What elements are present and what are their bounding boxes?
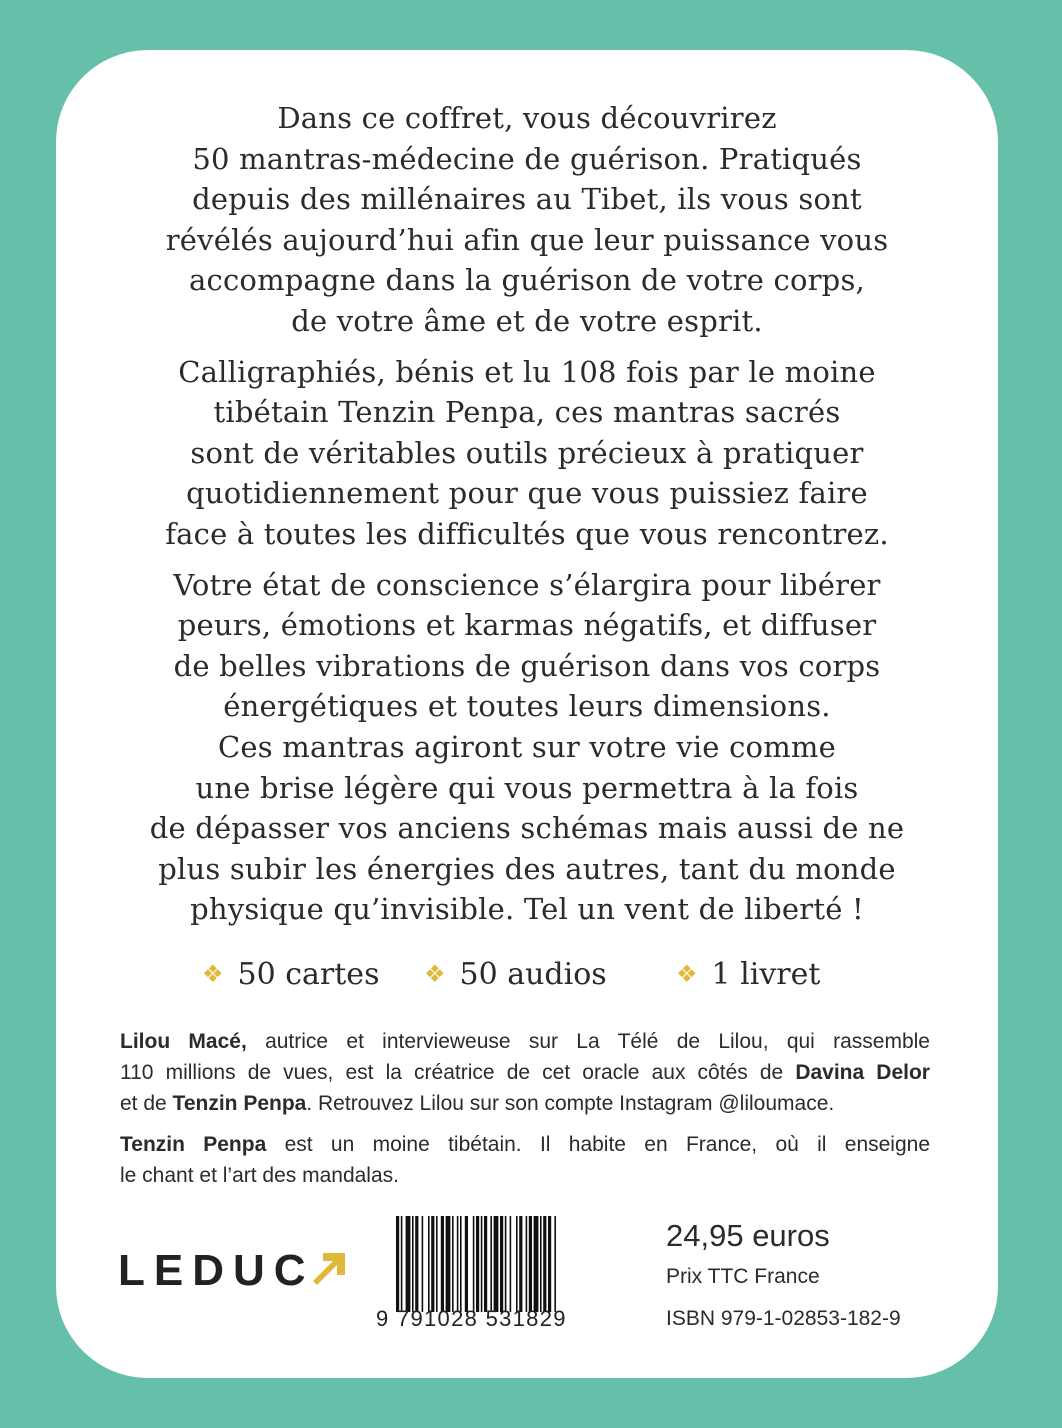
- text-line: révélés aujourd’hui afin que leur puissance vous: [165, 222, 889, 257]
- description: [56, 98, 998, 940]
- bio-text: . Retrouvez Lilou sur son compte Instagram @liloumace.: [306, 1092, 835, 1115]
- text-line: tibétain Tenzin Penpa, ces mantras sacrés: [213, 395, 841, 430]
- barcode-bar: [500, 1216, 503, 1312]
- text-line: de belles vibrations de guérison dans vos corps: [173, 648, 881, 683]
- feature-cards: [202, 952, 379, 997]
- text-line: physique qu’invisible. Tel un vent de liberté !: [190, 892, 864, 927]
- text-line: [120, 1129, 930, 1160]
- publisher-logo: [118, 1246, 351, 1298]
- text-line: plus subir les énergies des autres, tant du monde: [158, 851, 896, 886]
- feature-audios: [424, 952, 607, 997]
- barcode-digits: 9 791028 531829: [376, 1306, 567, 1331]
- barcode-bar: [431, 1216, 434, 1312]
- barcode-bar: [510, 1216, 512, 1312]
- text-line: énergétiques et toutes leurs dimensions.: [223, 689, 831, 724]
- barcode-bar: [428, 1216, 430, 1312]
- barcode-bar: [452, 1216, 454, 1312]
- author-bios: [120, 1026, 930, 1201]
- barcode-bar: [505, 1216, 507, 1312]
- barcode-bar: [446, 1216, 451, 1312]
- bio-tenzin: [120, 1129, 930, 1191]
- feature-label: 50 audios: [459, 957, 607, 992]
- monk-name: Tenzin Penpa: [172, 1092, 307, 1115]
- barcode-bar: [412, 1216, 414, 1312]
- barcode-bar: [540, 1216, 542, 1312]
- text-line: accompagne dans la guérison de votre corps,: [189, 263, 865, 298]
- barcode-bar: [529, 1216, 532, 1312]
- barcode-bar: [396, 1216, 399, 1312]
- text-line: Ces mantras agiront sur votre vie comme: [218, 729, 836, 764]
- barcode-bar: [534, 1216, 539, 1312]
- barcode-bars: [396, 1216, 622, 1312]
- barcode-bar: [494, 1216, 499, 1312]
- feature-booklet: [676, 952, 820, 997]
- bio-text: 110 millions de vues, est la créatrice de cet oracle aux côtés de: [120, 1061, 796, 1084]
- barcode-bar: [490, 1216, 492, 1312]
- text-line: de dépasser vos anciens schémas mais aussi de ne: [149, 811, 905, 846]
- barcode-bar: [484, 1216, 487, 1312]
- barcode-bar: [465, 1216, 468, 1312]
- bio-text: est un moine tibétain. Il habite en France, où il enseigne: [266, 1133, 931, 1156]
- text-line: quotidiennement pour que vous puissiez faire: [186, 476, 868, 511]
- description-paragraph-2: [56, 352, 998, 555]
- description-paragraph-1: [56, 98, 998, 342]
- diamond-icon: ❖: [202, 960, 224, 988]
- barcode-bar: [422, 1216, 424, 1312]
- barcode-bar: [401, 1216, 403, 1312]
- feature-label: 1 livret: [711, 957, 821, 992]
- coauthor-name: Davina Delor: [795, 1061, 930, 1084]
- isbn-barcode: [376, 1216, 626, 1336]
- barcode-bar: [415, 1216, 418, 1312]
- description-paragraph-3: [56, 565, 998, 930]
- author-name: Tenzin Penpa: [120, 1133, 267, 1156]
- bio-text: et de: [120, 1092, 173, 1115]
- barcode-bar: [554, 1216, 556, 1312]
- text-line: [120, 1088, 930, 1119]
- diamond-icon: ❖: [676, 960, 698, 988]
- barcode-bar: [441, 1216, 444, 1312]
- barcode-bar: [543, 1216, 546, 1312]
- text-line: [120, 1026, 930, 1057]
- price-info: [666, 1216, 901, 1337]
- diamond-icon: ❖: [424, 960, 446, 988]
- text-line: peurs, émotions et karmas négatifs, et diffuser: [177, 608, 877, 643]
- barcode-bar: [460, 1216, 462, 1312]
- barcode-bar: [526, 1216, 528, 1312]
- price: 24,95 euros: [666, 1218, 830, 1253]
- text-line: depuis des millénaires au Tibet, ils vous sont: [192, 182, 862, 217]
- barcode-bar: [548, 1216, 551, 1312]
- price-note: Prix TTC France: [666, 1265, 820, 1288]
- barcode-bar: [476, 1216, 479, 1312]
- text-line: [120, 1160, 930, 1191]
- feature-label: 50 cartes: [237, 957, 380, 992]
- text-line: Calligraphiés, bénis et lu 108 fois par le moine: [178, 354, 876, 389]
- barcode-bar: [473, 1216, 475, 1312]
- text-line: sont de véritables outils précieux à pratiquer: [190, 435, 864, 470]
- text-line: une brise légère qui vous permettra à la fois: [195, 770, 859, 805]
- isbn: ISBN 979-1-02853-182-9: [666, 1307, 901, 1330]
- author-name: Lilou Macé,: [120, 1030, 247, 1053]
- text-line: face à toutes les difficultés que vous rencontrez.: [165, 516, 889, 551]
- bio-text: autrice et intervieweuse sur La Télé de Lilou, qui rassemble: [246, 1030, 930, 1053]
- barcode-bar: [516, 1216, 518, 1312]
- text-line: Dans ce coffret, vous découvrirez: [277, 101, 777, 135]
- barcode-bar: [406, 1216, 411, 1312]
- text-line: [120, 1057, 930, 1088]
- barcode-bar: [481, 1216, 483, 1312]
- publisher-name: LEDUC: [118, 1246, 315, 1295]
- back-cover-card: [56, 50, 998, 1378]
- barcode-bar: [436, 1216, 438, 1312]
- bio-lilou: [120, 1026, 930, 1119]
- text-line: Votre état de conscience s’élargira pour libérer: [173, 567, 881, 602]
- barcode-bar: [519, 1216, 522, 1312]
- bio-text: le chant et l’art des mandalas.: [120, 1164, 399, 1187]
- arrow-up-right-icon: [311, 1247, 351, 1298]
- barcode-bar: [457, 1216, 459, 1312]
- text-line: de votre âme et de votre esprit.: [291, 303, 763, 338]
- text-line: 50 mantras-médecine de guérison. Pratiqués: [192, 141, 862, 176]
